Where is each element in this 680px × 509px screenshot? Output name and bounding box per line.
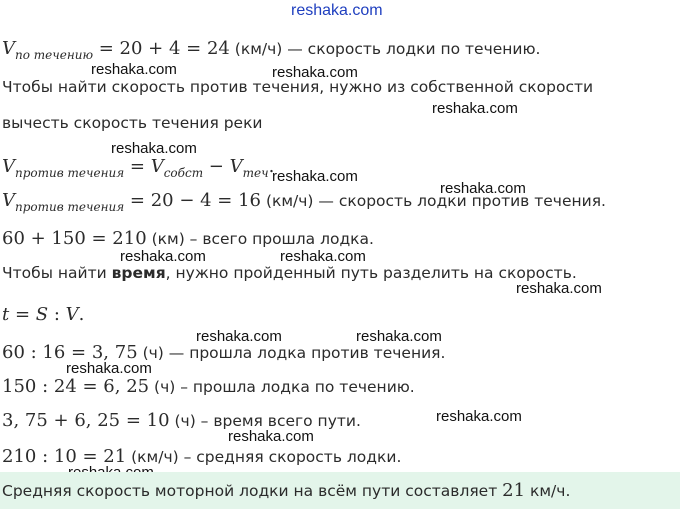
math-var: V: [2, 190, 15, 211]
unit: (км): [146, 230, 185, 248]
unit: (ч): [149, 378, 176, 396]
unit: (км/ч): [229, 40, 283, 58]
watermark: reshaka.com: [291, 2, 383, 19]
solution-line-8: [2, 304, 84, 325]
solution-line-11: [2, 410, 361, 431]
answer-pre: Средняя скорость моторной лодки на всём пути составляет: [2, 482, 503, 500]
watermark: reshaka.com: [440, 180, 526, 197]
unit: (км/ч): [261, 192, 314, 210]
answer-box: [0, 472, 680, 509]
watermark: reshaka.com: [436, 408, 522, 425]
bold-word: время: [111, 264, 166, 282]
math-expr: = 20 − 4 = 16: [124, 190, 262, 211]
watermark: reshaka.com: [66, 360, 152, 377]
math-expr: 3, 75 + 6, 25 = 10: [2, 410, 170, 431]
answer-post: км/ч.: [525, 482, 571, 500]
math-var: V: [229, 156, 243, 177]
math-expr: = 20 + 4 = 24: [93, 38, 230, 59]
math-var: t: [2, 304, 10, 325]
answer-number: 21: [502, 480, 526, 501]
watermark: reshaka.com: [272, 168, 358, 185]
solution-line-7: [2, 264, 577, 282]
math-sub: собст: [163, 166, 204, 180]
solution-line-9: [2, 342, 445, 363]
math-expr: −: [203, 156, 230, 177]
watermark: reshaka.com: [228, 428, 314, 445]
line-text: — скорость лодки против течения.: [313, 192, 606, 210]
solution-line-10: [2, 376, 415, 397]
unit: (ч): [169, 412, 196, 430]
line-text: — скорость лодки по течению.: [282, 40, 541, 58]
math-expr: 150 : 24 = 6, 25: [2, 376, 150, 397]
watermark: reshaka.com: [196, 328, 282, 345]
math-var: S: [35, 304, 49, 325]
math-expr: 210 : 10 = 21: [2, 446, 127, 467]
watermark: reshaka.com: [280, 248, 366, 265]
watermark: reshaka.com: [516, 280, 602, 297]
solution-line-2: Чтобы найти скорость против течения, нужно из собственной скорости: [2, 78, 594, 96]
watermark: reshaka.com: [111, 140, 197, 157]
math-expr: 60 + 150 = 210: [2, 228, 147, 249]
line-text: – средняя скорость лодки.: [178, 448, 402, 466]
unit: (ч): [137, 344, 164, 362]
solution-line-4: [2, 156, 275, 180]
math-var: V: [2, 38, 15, 59]
line-text: Чтобы найти: [2, 264, 112, 282]
math-sub: против течения: [15, 166, 125, 180]
math-var: V: [150, 156, 164, 177]
answer-text: [2, 480, 570, 501]
math-sub: теч: [242, 166, 269, 180]
math-expr: =: [124, 156, 151, 177]
math-expr: =: [9, 304, 36, 325]
unit: (км/ч): [126, 448, 179, 466]
solution-line-3: вычесть скорость течения реки: [2, 114, 263, 132]
math-var: V: [65, 304, 79, 325]
watermark: reshaka.com: [356, 328, 442, 345]
math-expr: :: [48, 304, 66, 325]
solution-line-12: [2, 446, 401, 467]
line-text: – прошла лодка по течению.: [175, 378, 415, 396]
watermark: reshaka.com: [120, 248, 206, 265]
math-var: V: [2, 156, 15, 177]
watermark: reshaka.com: [432, 100, 518, 117]
math-expr: 60 : 16 = 3, 75: [2, 342, 138, 363]
line-text: — прошла лодка против течения.: [163, 344, 446, 362]
solution-line-5: [2, 190, 606, 214]
line-text: , нужно пройденный путь разделить на скорость.: [165, 264, 577, 282]
math-expr: .: [268, 156, 275, 177]
math-sub: по течению: [15, 48, 94, 62]
math-sub: против течения: [15, 200, 125, 214]
watermark: reshaka.com: [91, 61, 177, 78]
math-expr: .: [78, 304, 85, 325]
line-text: – время всего пути.: [195, 412, 361, 430]
watermark: reshaka.com: [272, 64, 358, 81]
solution-line-1: [2, 38, 541, 62]
line-text: – всего прошла лодка.: [184, 230, 374, 248]
solution-line-6: [2, 228, 374, 249]
